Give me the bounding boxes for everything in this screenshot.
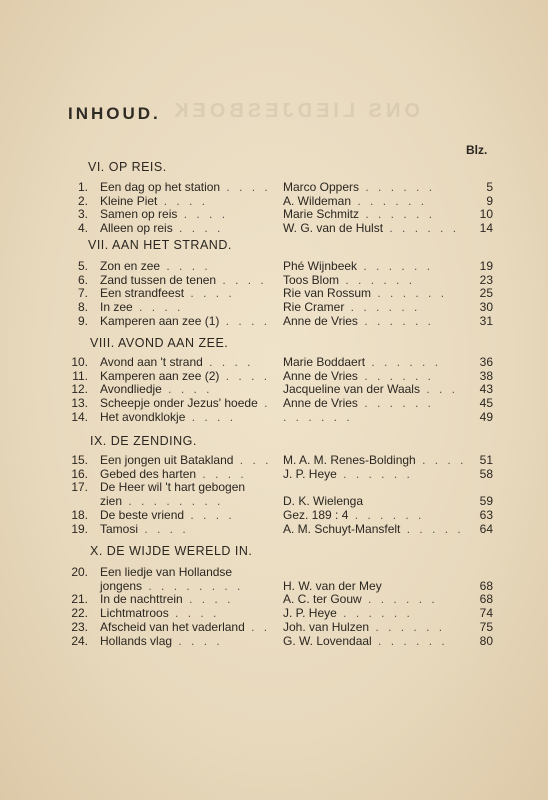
leader-dots: . . . . . . [336, 466, 413, 481]
leader-dots: . [257, 396, 271, 411]
leader-dots: . . . . . . [357, 259, 434, 273]
entry-number: 3. [77, 207, 88, 222]
leader-dots: . . . . . . [351, 193, 428, 208]
entry-title: Een jongen uit Batakland . . . [100, 453, 272, 467]
toc-entry [0, 194, 548, 208]
entry-title: Een strandfeest . . . . [100, 286, 235, 301]
entry-number: 5. [77, 259, 88, 273]
leader-dots: . . [244, 619, 271, 634]
entry-number: 7. [77, 286, 88, 301]
leader-dots: . . . . [219, 313, 271, 328]
toc-entry [0, 467, 548, 481]
entry-author: Anne de Vries . . . . . . [283, 313, 434, 328]
toc-entry [0, 522, 548, 536]
leader-dots: . . . . [138, 521, 189, 536]
entry-number: 14. [71, 409, 88, 424]
entry-page: 58 [479, 466, 493, 481]
toc-entry [0, 314, 548, 328]
entry-page: 38 [479, 368, 493, 383]
entry-page: 31 [479, 313, 493, 328]
entry-page: 74 [479, 606, 493, 621]
leader-dots: . . . [419, 382, 458, 397]
leader-dots: . . . . . . [361, 592, 438, 607]
toc-entry [0, 382, 548, 396]
leader-dots: . . . . [168, 606, 220, 621]
section-heading: VI. OP REIS. [88, 160, 167, 174]
entry-title-continued: jongens . . . . . . . . [100, 578, 244, 593]
entry-number: 10. [71, 355, 88, 369]
page-column-header: Blz. [466, 143, 488, 157]
entry-page: 63 [479, 507, 493, 522]
entry-title: Een dag op het station . . . . [100, 180, 271, 194]
entry-title: Tamosi . . . . [100, 521, 189, 536]
toc-entry [0, 286, 548, 300]
toc-entry [0, 453, 548, 467]
toc-entry [0, 221, 548, 235]
entry-title: Lichtmatroos . . . . [100, 606, 220, 621]
entry-author: J. P. Heye . . . . . . [283, 606, 413, 621]
section-heading: X. DE WIJDE WERELD IN. [90, 544, 253, 558]
entry-page: 30 [479, 300, 493, 315]
leader-dots: . . . . . . [369, 619, 446, 634]
leader-dots: . . . . . . [348, 507, 425, 522]
toc-entry [0, 494, 548, 508]
entry-author: J. P. Heye . . . . . . [283, 466, 413, 481]
toc-entry [0, 180, 548, 194]
leader-dots: . . . . [157, 193, 209, 208]
leader-dots: . . . . [177, 207, 229, 222]
section-heading: VII. AAN HET STRAND. [88, 238, 232, 252]
entry-title-continued: zien . . . . . . . . [100, 494, 224, 509]
entry-title: De Heer wil 't hart gebogen [100, 480, 246, 495]
entry-title: In de nachttrein . . . . [100, 592, 234, 607]
entry-number: 4. [77, 221, 88, 236]
toc-entry [0, 259, 548, 273]
entry-number: 24. [71, 633, 88, 648]
entry-number: 1. [77, 180, 88, 194]
entry-page: 9 [486, 193, 493, 208]
leader-dots: . . . . [184, 507, 235, 522]
leader-dots: . . . . [415, 453, 467, 467]
entry-title: Kleine Piet . . . . [100, 193, 209, 208]
toc-entry-line [0, 480, 548, 494]
entry-page: 5 [486, 180, 493, 194]
entry-page: 59 [479, 494, 493, 509]
leader-dots: . . . . [160, 259, 211, 273]
leader-dots: . . . . . . [283, 409, 353, 424]
entry-number: 20. [71, 565, 88, 579]
entry-number: 13. [71, 396, 88, 411]
entry-author: Gez. 189 : 4 . . . . . . [283, 507, 425, 522]
toc-entry [0, 410, 548, 424]
leader-dots: . . . . . . [357, 396, 434, 411]
toc-entry [0, 620, 548, 634]
leader-dots: . . . . . . [371, 286, 448, 301]
entry-number: 19. [71, 521, 88, 536]
entry-page: 25 [479, 286, 493, 301]
entry-number: 21. [71, 592, 88, 607]
leader-dots: . . . . . . [359, 180, 436, 194]
entry-title: Kamperen aan zee (2) . . . . [100, 368, 271, 383]
toc-entry-line [0, 565, 548, 579]
entry-title: Kamperen aan zee (1) . . . . [100, 313, 271, 328]
entry-author: Anne de Vries . . . . . . [283, 368, 434, 383]
toc-entry [0, 207, 548, 221]
toc-entry [0, 508, 548, 522]
section-heading: IX. DE ZENDING. [90, 434, 197, 448]
entry-page: 51 [479, 453, 493, 467]
entry-number: 2. [77, 193, 88, 208]
entry-author: Rie van Rossum . . . . . . [283, 286, 448, 301]
entry-page: 10 [479, 207, 493, 222]
entry-author: Joh. van Hulzen . . . . . . [283, 619, 446, 634]
entry-page: 45 [479, 396, 493, 411]
leader-dots: . . . . . . . . [142, 578, 244, 593]
entry-number: 9. [77, 313, 88, 328]
entry-number: 15. [71, 453, 88, 467]
entry-page: 80 [479, 633, 493, 648]
leader-dots: . . . . . . . . [122, 494, 224, 509]
entry-page: 49 [479, 409, 493, 424]
toc-entry [0, 579, 548, 593]
leader-dots: . . . . [161, 382, 213, 397]
leader-dots: . . . . . . [357, 313, 434, 328]
entry-author [283, 410, 353, 424]
entry-author: Anne de Vries . . . . . . [283, 396, 434, 411]
entry-page: 14 [479, 221, 493, 236]
entry-title: Samen op reis . . . . [100, 207, 229, 222]
entry-title: Avond aan 't strand . . . . [100, 355, 254, 369]
leader-dots: . . . . . . [359, 207, 436, 222]
entry-page: 36 [479, 355, 493, 369]
entry-title: Zon en zee . . . . [100, 259, 211, 273]
entry-number: 23. [71, 619, 88, 634]
leader-dots: . . . . . . [365, 355, 442, 369]
leader-dots: . . . [233, 453, 272, 467]
entry-title: Scheepje onder Jezus' hoede . [100, 396, 271, 411]
entry-title: Hollands vlag . . . . [100, 633, 223, 648]
entry-page: 68 [479, 578, 493, 593]
entry-title: Zand tussen de tenen . . . . [100, 272, 267, 287]
entry-title: Het avondklokje . . . . [100, 409, 237, 424]
entry-author: A. M. Schuyt-Mansfelt . . . . . [283, 521, 464, 536]
entry-author: Marie Schmitz . . . . . . [283, 207, 436, 222]
leader-dots: . . . . . . [339, 272, 416, 287]
entry-number: 17. [71, 480, 88, 495]
entry-number: 16. [71, 466, 88, 481]
entry-title: Gebed des harten . . . . [100, 466, 247, 481]
entry-number: 6. [77, 272, 88, 287]
entry-page: 19 [479, 259, 493, 273]
entry-page: 68 [479, 592, 493, 607]
entry-author: Rie Cramer . . . . . . [283, 300, 421, 315]
toc-entry [0, 606, 548, 620]
page-title: INHOUD. [68, 104, 161, 123]
entry-page: 75 [479, 619, 493, 634]
leader-dots: . . . . [184, 286, 235, 301]
entry-author: Marco Oppers . . . . . . [283, 180, 436, 194]
leader-dots: . . . . [220, 180, 271, 194]
toc-entry [0, 300, 548, 314]
bleed-through-text: ONS LIEDJESBOEK [170, 100, 421, 122]
leader-dots: . . . . [132, 300, 184, 315]
entry-number: 18. [71, 507, 88, 522]
toc-entry [0, 592, 548, 606]
entry-number: 12. [71, 382, 88, 397]
entry-author: W. G. van de Hulst . . . . . . [283, 221, 460, 236]
entry-title: Afscheid van het vaderland . . [100, 619, 271, 634]
entry-author: Marie Boddaert . . . . . . [283, 355, 442, 369]
toc-entry [0, 634, 548, 648]
entry-title: De beste vriend . . . . [100, 507, 235, 522]
entry-author: Jacqueline van der Waals . . . [283, 382, 458, 397]
entry-author: G. W. Lovendaal . . . . . . [283, 633, 448, 648]
entry-page: 43 [479, 382, 493, 397]
entry-author: A. C. ter Gouw . . . . . . [283, 592, 438, 607]
entry-number: 8. [77, 300, 88, 315]
entry-page: 23 [479, 272, 493, 287]
toc-entry [0, 396, 548, 410]
entry-author: M. A. M. Renes-Boldingh . . . . [283, 453, 467, 467]
entry-page: 64 [479, 521, 493, 536]
entry-title: Avondliedje . . . . [100, 382, 213, 397]
leader-dots: . . . . . [400, 521, 464, 536]
leader-dots: . . . . . . [344, 300, 421, 315]
leader-dots: . . . . [202, 355, 254, 369]
leader-dots: . . . . [182, 592, 234, 607]
toc-entry [0, 369, 548, 383]
entry-title: In zee . . . . [100, 300, 184, 315]
toc-entry [0, 355, 548, 369]
leader-dots: . . . . . . [357, 368, 434, 383]
leader-dots: . . . . [196, 466, 247, 481]
entry-author: A. Wildeman . . . . . . [283, 193, 428, 208]
leader-dots: . . . . [219, 368, 271, 383]
toc-entry [0, 273, 548, 287]
leader-dots: . . . . . . [383, 221, 460, 236]
leader-dots: . . . . [216, 272, 267, 287]
leader-dots: . . . . [185, 409, 237, 424]
leader-dots: . . . . [172, 633, 223, 648]
entry-title: Alleen op reis . . . . [100, 221, 224, 236]
entry-author: D. K. Wielenga [283, 494, 364, 509]
section-heading: VIII. AVOND AAN ZEE. [90, 336, 229, 350]
entry-number: 22. [71, 606, 88, 621]
entry-author: H. W. van der Mey [283, 578, 382, 593]
leader-dots: . . . . . . [371, 633, 448, 648]
leader-dots: . . . . [172, 221, 224, 236]
entry-author: Toos Blom . . . . . . [283, 272, 416, 287]
leader-dots: . . . . . . [336, 606, 413, 621]
entry-title: Een liedje van Hollandse [100, 565, 233, 579]
entry-number: 11. [72, 368, 88, 383]
entry-author: Phé Wijnbeek . . . . . . [283, 259, 434, 273]
